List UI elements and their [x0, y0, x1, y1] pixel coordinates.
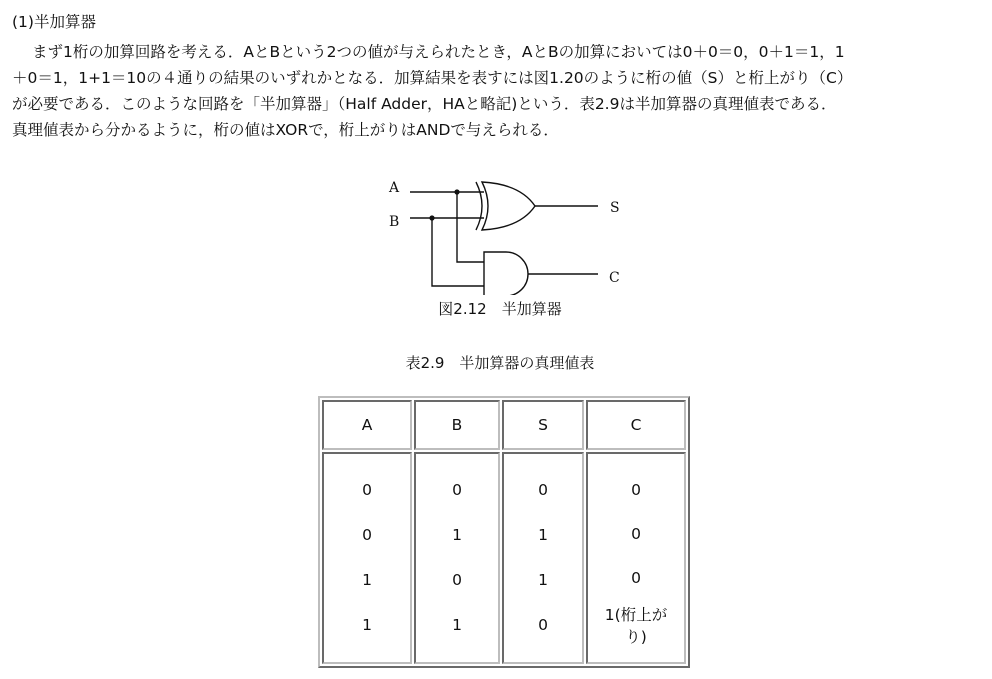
- output-s-label: S: [610, 200, 620, 216]
- value-s-3: 1: [538, 571, 548, 589]
- table-header-row: [322, 400, 686, 450]
- half-adder-circuit-diagram: [380, 170, 640, 295]
- wire-a-to-and: [457, 192, 484, 262]
- input-a-label: A: [389, 180, 400, 196]
- table-row: [322, 452, 686, 664]
- header-b: B: [414, 400, 500, 450]
- value-s-4: 0: [538, 616, 548, 634]
- table-caption: 表2.9 半加算器の真理値表: [405, 354, 595, 372]
- value-a-4: 1: [362, 616, 372, 634]
- value-b-1: 0: [452, 481, 462, 499]
- value-c-1: 0: [631, 481, 641, 499]
- value-s-2: 1: [538, 526, 548, 544]
- value-b-4: 1: [452, 616, 462, 634]
- value-b-3: 0: [452, 571, 462, 589]
- truth-table: [318, 396, 690, 668]
- junction-dot-b: [429, 215, 434, 220]
- output-c-label: C: [609, 270, 620, 286]
- paragraph-line: が必要である．このような回路を「半加算器」（Half Adder，HAと略記)という．表2.9は半加算器の真理値表である．: [12, 95, 837, 113]
- value-c-3: 0: [631, 569, 641, 587]
- header-c: C: [586, 400, 686, 450]
- xor-gate: [476, 182, 535, 230]
- and-gate: [484, 252, 528, 295]
- header-a: A: [322, 400, 412, 450]
- value-a-1: 0: [362, 481, 372, 499]
- column-a-values: [322, 452, 412, 664]
- value-a-2: 0: [362, 526, 372, 544]
- value-b-2: 1: [452, 526, 462, 544]
- junction-dot-a: [454, 189, 459, 194]
- section-heading: (1)半加算器: [12, 13, 96, 31]
- value-c-4: 1(桁上がり): [604, 606, 668, 646]
- paragraph-line: 真理値表から分かるように，桁の値はXORで，桁上がりはANDで与えられる．: [12, 121, 559, 139]
- column-c-values: [586, 452, 686, 664]
- figure-caption: 図2.12 半加算器: [438, 300, 562, 318]
- value-s-1: 0: [538, 481, 548, 499]
- column-s-values: [502, 452, 584, 664]
- paragraph-line: まず1桁の加算回路を考える．AとBという2つの値が与えられたとき，AとBの加算においては0＋0＝0，0＋1＝1，1: [32, 43, 845, 61]
- paragraph-line: ＋0＝1，1+1＝10の４通りの結果のいずれかとなる．加算結果を表すには図1.20のように桁の値（S）と桁上がり（C）: [12, 69, 853, 87]
- header-s: S: [502, 400, 584, 450]
- value-c-2: 0: [631, 525, 641, 543]
- column-b-values: [414, 452, 500, 664]
- value-a-3: 1: [362, 571, 372, 589]
- input-b-label: B: [389, 214, 400, 230]
- body-paragraph: [12, 39, 984, 143]
